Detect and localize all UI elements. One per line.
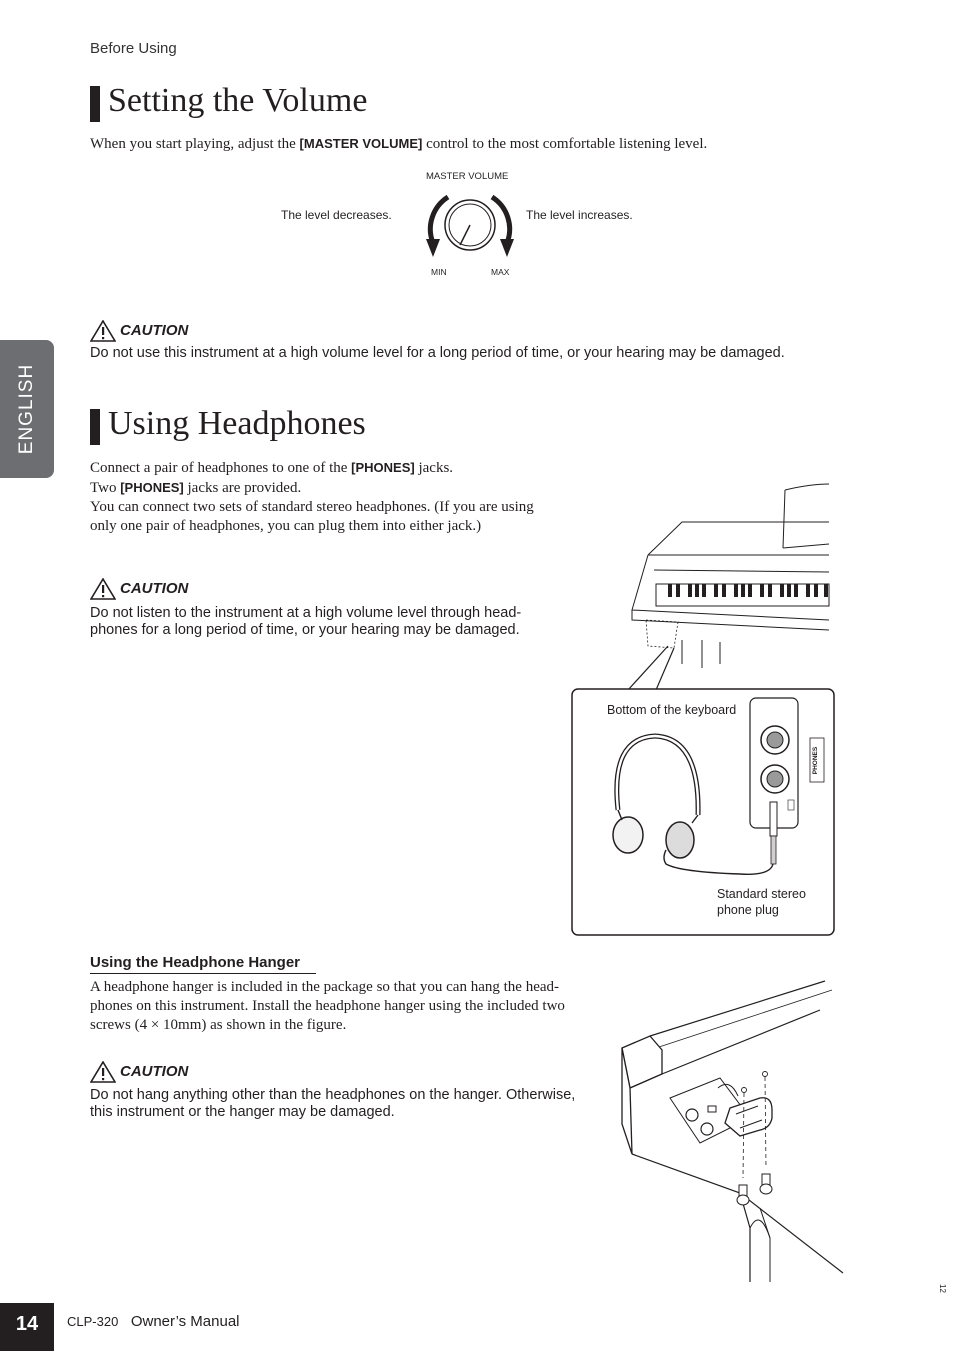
hanger-text: A headphone hanger is included in the package so that you can hang the head-phones on this instrument. Install the headphone hanger using the included two screws (4 × 10mm) as shown in the figure. bbox=[90, 979, 565, 1033]
page-number-box bbox=[0, 1303, 54, 1351]
subsection-title-hanger: Using the Headphone Hanger bbox=[90, 954, 316, 974]
language-tab bbox=[0, 340, 54, 478]
caution-label: CAUTION bbox=[120, 580, 189, 597]
warning-icon bbox=[90, 1061, 116, 1083]
page-number: 14 bbox=[15, 1313, 39, 1335]
warning-icon bbox=[90, 320, 116, 342]
max-label: MAX bbox=[491, 267, 510, 277]
headphone-ear-right bbox=[666, 822, 694, 858]
footer-manual: Owner’s Manual bbox=[130, 1313, 240, 1330]
min-label: MIN bbox=[431, 267, 447, 277]
increase-label: The level increases. bbox=[526, 208, 633, 222]
language-tab-label: ENGLISH bbox=[16, 363, 37, 455]
plug-label-line-1: Standard stereo bbox=[717, 887, 806, 901]
caution-text-volume: Do not use this instrument at a high volume level for a long period of time, or your hearing may be damaged. bbox=[90, 345, 785, 361]
headphones-text: Two bbox=[90, 480, 121, 496]
side-code: 12 bbox=[937, 1284, 947, 1293]
master-volume-diagram bbox=[270, 165, 670, 285]
volume-intro bbox=[90, 134, 707, 154]
section-title-volume: Setting the Volume bbox=[108, 82, 368, 119]
screw-left bbox=[737, 1185, 749, 1205]
volume-knob-figure bbox=[270, 165, 670, 285]
headphones-text-end: jacks are provided. bbox=[183, 480, 302, 496]
caution-text-hanger: Do not hang anything other than the headphones on the hanger. Otherwise, this instrument or the hanger may be damaged. bbox=[90, 1087, 576, 1120]
caution-label: CAUTION bbox=[120, 1063, 189, 1080]
footer-text bbox=[67, 1313, 240, 1330]
decrease-label: The level decreases. bbox=[281, 208, 392, 222]
headphone-ear-left bbox=[613, 817, 643, 853]
headphones-text-end: jacks. bbox=[414, 460, 454, 476]
phones-keyword: [PHONES] bbox=[120, 480, 184, 495]
screw-right bbox=[760, 1174, 772, 1194]
headphones-paragraph: You can connect two sets of standard stereo headphones. (If you are using only one pair of headphones, you can plug them into either jack.) bbox=[90, 499, 534, 534]
volume-intro-text: When you start playing, adjust the bbox=[90, 136, 300, 152]
running-header: Before Using bbox=[90, 40, 177, 57]
headphones-line-2 bbox=[90, 478, 535, 498]
caution-text-headphones: Do not listen to the instrument at a high volume level through head-phones for a long period of time, or your hearing may be damaged. bbox=[90, 605, 522, 638]
headphones-text: Connect a pair of headphones to one of the bbox=[90, 460, 352, 476]
master-volume-keyword: [MASTER VOLUME] bbox=[299, 136, 423, 151]
increase-arrow-head bbox=[500, 239, 514, 257]
heading-bar bbox=[90, 86, 100, 122]
headphones-line-1 bbox=[90, 458, 535, 478]
decrease-arrow-head bbox=[426, 239, 440, 257]
warning-icon bbox=[90, 578, 116, 600]
hanger-illustration bbox=[610, 978, 850, 1283]
hanger-installation-figure bbox=[610, 978, 850, 1283]
plug-label-line-2: phone plug bbox=[717, 903, 779, 917]
phones-keyword: [PHONES] bbox=[351, 460, 415, 475]
caution-label: CAUTION bbox=[120, 322, 189, 339]
volume-intro-text-end: control to the most comfortable listening level. bbox=[422, 136, 708, 152]
headphones-illustration bbox=[570, 480, 840, 940]
phones-jack-label: PHONES bbox=[812, 746, 820, 775]
section-title-headphones: Using Headphones bbox=[108, 405, 366, 442]
master-volume-label: MASTER VOLUME bbox=[426, 171, 509, 182]
plug-label bbox=[717, 886, 806, 918]
bottom-of-keyboard-label: Bottom of the keyboard bbox=[607, 703, 737, 717]
headphones-intro bbox=[90, 458, 535, 536]
phone-plug bbox=[770, 802, 777, 836]
footer-model: CLP-320 bbox=[67, 1314, 119, 1329]
heading-bar bbox=[90, 409, 100, 445]
